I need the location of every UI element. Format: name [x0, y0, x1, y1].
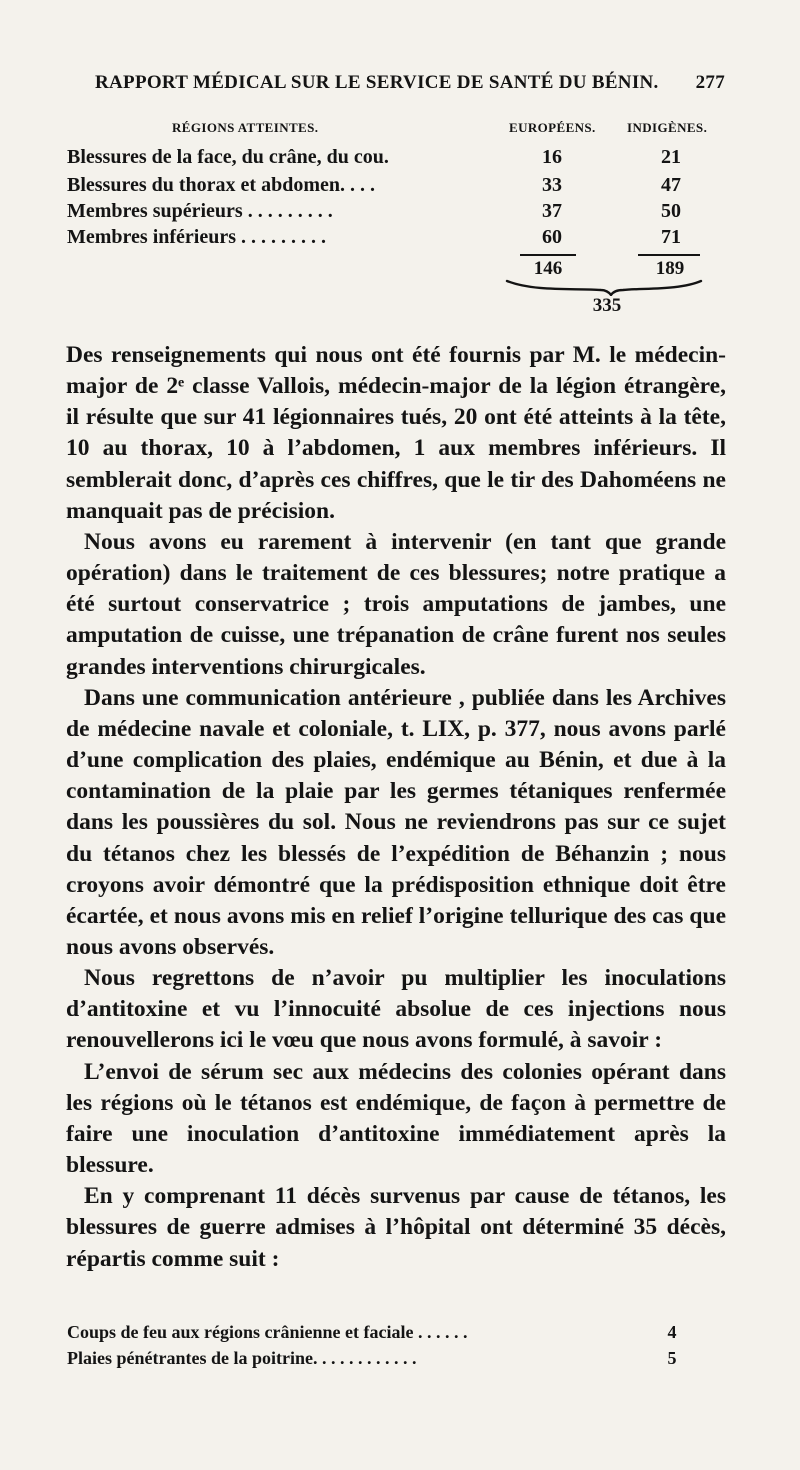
row-label: Blessures du thorax et abdomen. . . .: [67, 174, 375, 196]
cause-count: 5: [667, 1348, 677, 1368]
europeans-value: 16: [542, 146, 562, 168]
europeans-value: 37: [542, 200, 562, 222]
europeans-total: 146: [533, 258, 563, 279]
table-row: [0, 226, 800, 256]
column-header-europeans: EUROPÉENS.: [509, 120, 596, 135]
natives-value: 71: [661, 226, 681, 248]
brace-icon: [505, 278, 705, 296]
europeans-value: 60: [542, 226, 562, 248]
page-number: 277: [695, 72, 725, 93]
paragraph: Dans une communication antérieure , publiée dans les Archives de médecine navale et coloniale, t. LIX, p. 377, nous avons parlé d’une complication des plaies, endémique au Bénin, et due à la contamination de la plaie par les germes tétaniques renfermée dans les poussières du sol. Nous ne reviendrons pas sur ce sujet du tétanos chez les blessés de l’expédition de Béhanzin ; nous croyons avoir démontré que la prédisposition ethnique doit être écartée, et nous avons mis en relief l’origine tellurique des cas que nous avons observés.: [66, 684, 726, 960]
cause-count: 4: [667, 1322, 677, 1342]
natives-value: 47: [661, 174, 681, 196]
natives-sum-rule: [638, 254, 700, 256]
grand-total: 335: [592, 295, 622, 316]
column-header-natives: INDIGÈNES.: [627, 120, 708, 135]
paragraph: L’envoi de sérum sec aux médecins des colonies opérant dans les régions où le tétanos est endémique, de façon à permettre de faire une inoculation d’antitoxine immédiatement après la blessure.: [66, 1058, 726, 1179]
row-label: Membres supérieurs . . . . . . . . .: [67, 200, 333, 222]
natives-value: 21: [661, 146, 681, 168]
row-label: Blessures de la face, du crâne, du cou.: [67, 146, 389, 168]
natives-total: 189: [655, 258, 685, 279]
paragraph: Nous avons eu rarement à intervenir (en tant que grande opération) dans le traitement de ces blessures; notre pratique a été surtout conservatrice ; trois amputations de jambes, une amputation de cuisse, une trépanation de crâne furent nos seules grandes interventions chirurgicales.: [66, 528, 726, 680]
cause-label: Plaies pénétrantes de la poitrine. . . . . . . . . . . .: [67, 1348, 417, 1368]
wound-statistics-table: [0, 0, 800, 330]
list-item: [0, 1322, 800, 1350]
column-header-regions: RÉGIONS ATTEINTES.: [172, 120, 319, 135]
paragraph: Nous regrettons de n’avoir pu multiplier les inoculations d’antitoxine et vu l’innocuité absolue de ces injections nous renouvellerons ici le vœu que nous avons formulé, à savoir :: [66, 965, 726, 1054]
table-row: [0, 146, 800, 176]
natives-value: 50: [661, 200, 681, 222]
paragraph: En y comprenant 11 décès survenus par cause de tétanos, les blessures de guerre admises à l’hôpital ont déterminé 35 décès, répartis comme suit :: [66, 1183, 726, 1272]
body-text: [66, 340, 726, 1275]
cause-label: Coups de feu aux régions crânienne et faciale . . . . . .: [67, 1322, 468, 1342]
running-title: RAPPORT MÉDICAL SUR LE SERVICE DE SANTÉ DU BÉNIN.: [95, 72, 659, 93]
paragraph: Des renseignements qui nous ont été fournis par M. le médecin-major de 2ᵉ classe Vallois, médecin-major de la légion étrangère, il résulte que sur 41 légionnaires tués, 20 ont été atteints à la tête, 10 au thorax, 10 à l’abdomen, 1 aux membres inférieurs. Il semblerait donc, d’après ces chiffres, que le tir des Dahoméens ne manquait pas de précision.: [66, 342, 726, 524]
list-item: [0, 1348, 800, 1376]
row-label: Membres inférieurs . . . . . . . . .: [67, 226, 327, 248]
europeans-sum-rule: [520, 254, 576, 256]
europeans-value: 33: [542, 174, 562, 196]
